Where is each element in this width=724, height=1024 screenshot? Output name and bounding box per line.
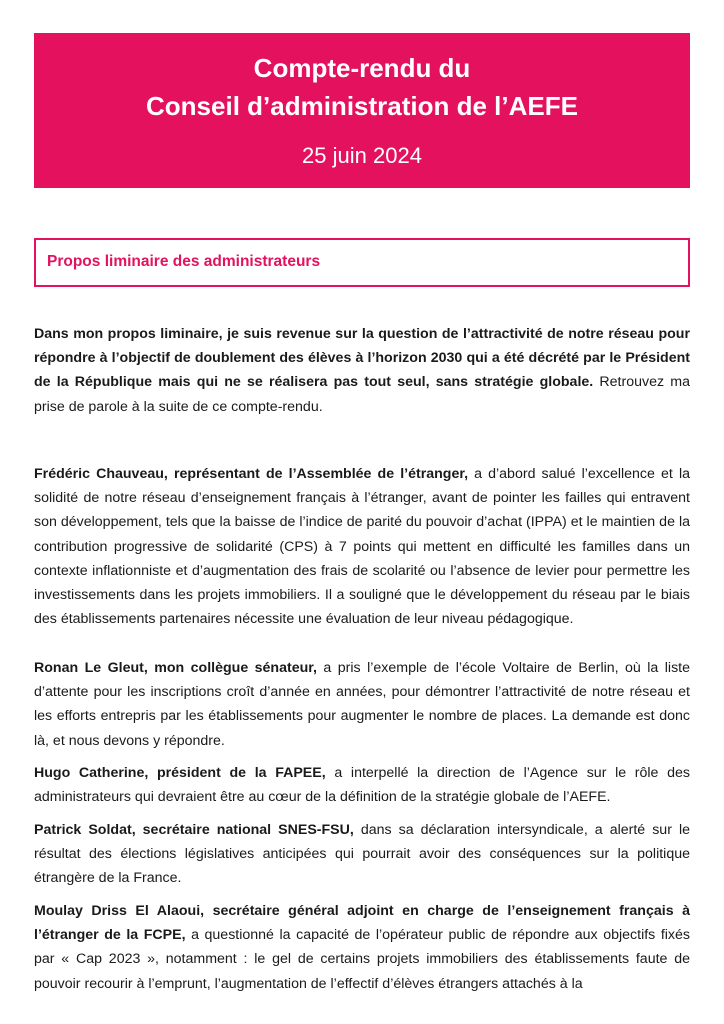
speaker-text: a d’abord salué l’excellence et la solidité de notre réseau d’enseignement français à l’étranger, avant de pointer les failles qui entravent son développement, tels que la baisse de l’indice de parité du pouvoir d’achat (IPPA) et le maintien de la contribution progressive de solidarité (CPS) à 7 points qui mettent en difficulté les familles dans un contexte inflationniste et d’augmentation des frais de scolarité ou l’absence de levier pour permettre les investissements dans les projets immobiliers. Il a souligné que le développement du réseau par le biais des établissements partenaires nécessite une évaluation de leur niveau pédagogique. — [34, 466, 690, 628]
page-title-line-1: Compte-rendu du — [253, 53, 471, 83]
section-heading: Propos liminaire des administrateurs — [47, 253, 321, 270]
speaker-paragraph — [34, 899, 690, 996]
intro-bold-text: Dans mon propos liminaire, je suis revenue sur la question de l’attractivité de notre réseau pour répondre à l’objectif de doublement des élèves à l’horizon 2030 qui a été décrété par le Président de la République mais qui ne se réalisera pas tout seul, sans stratégie globale. — [34, 326, 690, 391]
speaker-text: a questionné la capacité de l’opérateur public de répondre aux objectifs fixés par « Cap 2023 », notamment : le gel de certains projets immobiliers des établissements faute de pouvoir recourir à l’emprunt, l’augmentation de l’effectif d’élèves étrangers attachés à la — [34, 927, 690, 992]
speaker-text: a interpellé la direction de l’Agence sur le rôle des administrateurs qui devraient être au cœur de la définition de la stratégie globale de l’AEFE. — [34, 765, 690, 806]
speaker-paragraph — [34, 818, 690, 891]
header-banner — [34, 33, 690, 188]
speaker-name: Frédéric Chauveau, représentant de l’Assemblée de l’étranger, — [34, 466, 469, 482]
page-date: 25 juin 2024 — [302, 143, 422, 168]
speaker-paragraph — [34, 462, 690, 631]
speaker-name: Patrick Soldat, secrétaire national SNES-FSU, — [34, 822, 354, 838]
speaker-name: Hugo Catherine, président de la FAPEE, — [34, 765, 326, 781]
section-heading-box — [34, 238, 690, 287]
page-title-line-2: Conseil d’administration de l’AEFE — [146, 91, 578, 121]
intro-text: Retrouvez ma prise de parole à la suite de ce compte-rendu. — [34, 374, 690, 415]
speaker-paragraph — [34, 656, 690, 753]
speaker-name: Moulay Driss El Alaoui, secrétaire général adjoint en charge de l’enseignement français à l’étranger de la FCPE, — [34, 903, 690, 944]
speaker-text: a pris l’exemple de l’école Voltaire de Berlin, où la liste d’attente pour les inscriptions croît d’année en années, pour démontrer l’attractivité de notre réseau et les efforts entrepris par les établissements pour augmenter le nombre de places. La demande est donc là, et nous devons y répondre. — [34, 660, 690, 749]
intro-paragraph — [34, 322, 690, 419]
speaker-name: Ronan Le Gleut, mon collègue sénateur, — [34, 660, 317, 676]
speaker-paragraph — [34, 761, 690, 809]
speaker-text: dans sa déclaration intersyndicale, a alerté sur le résultat des élections législatives anticipées qui pourrait avoir des conséquences sur la politique étrangère de la France. — [34, 822, 690, 887]
